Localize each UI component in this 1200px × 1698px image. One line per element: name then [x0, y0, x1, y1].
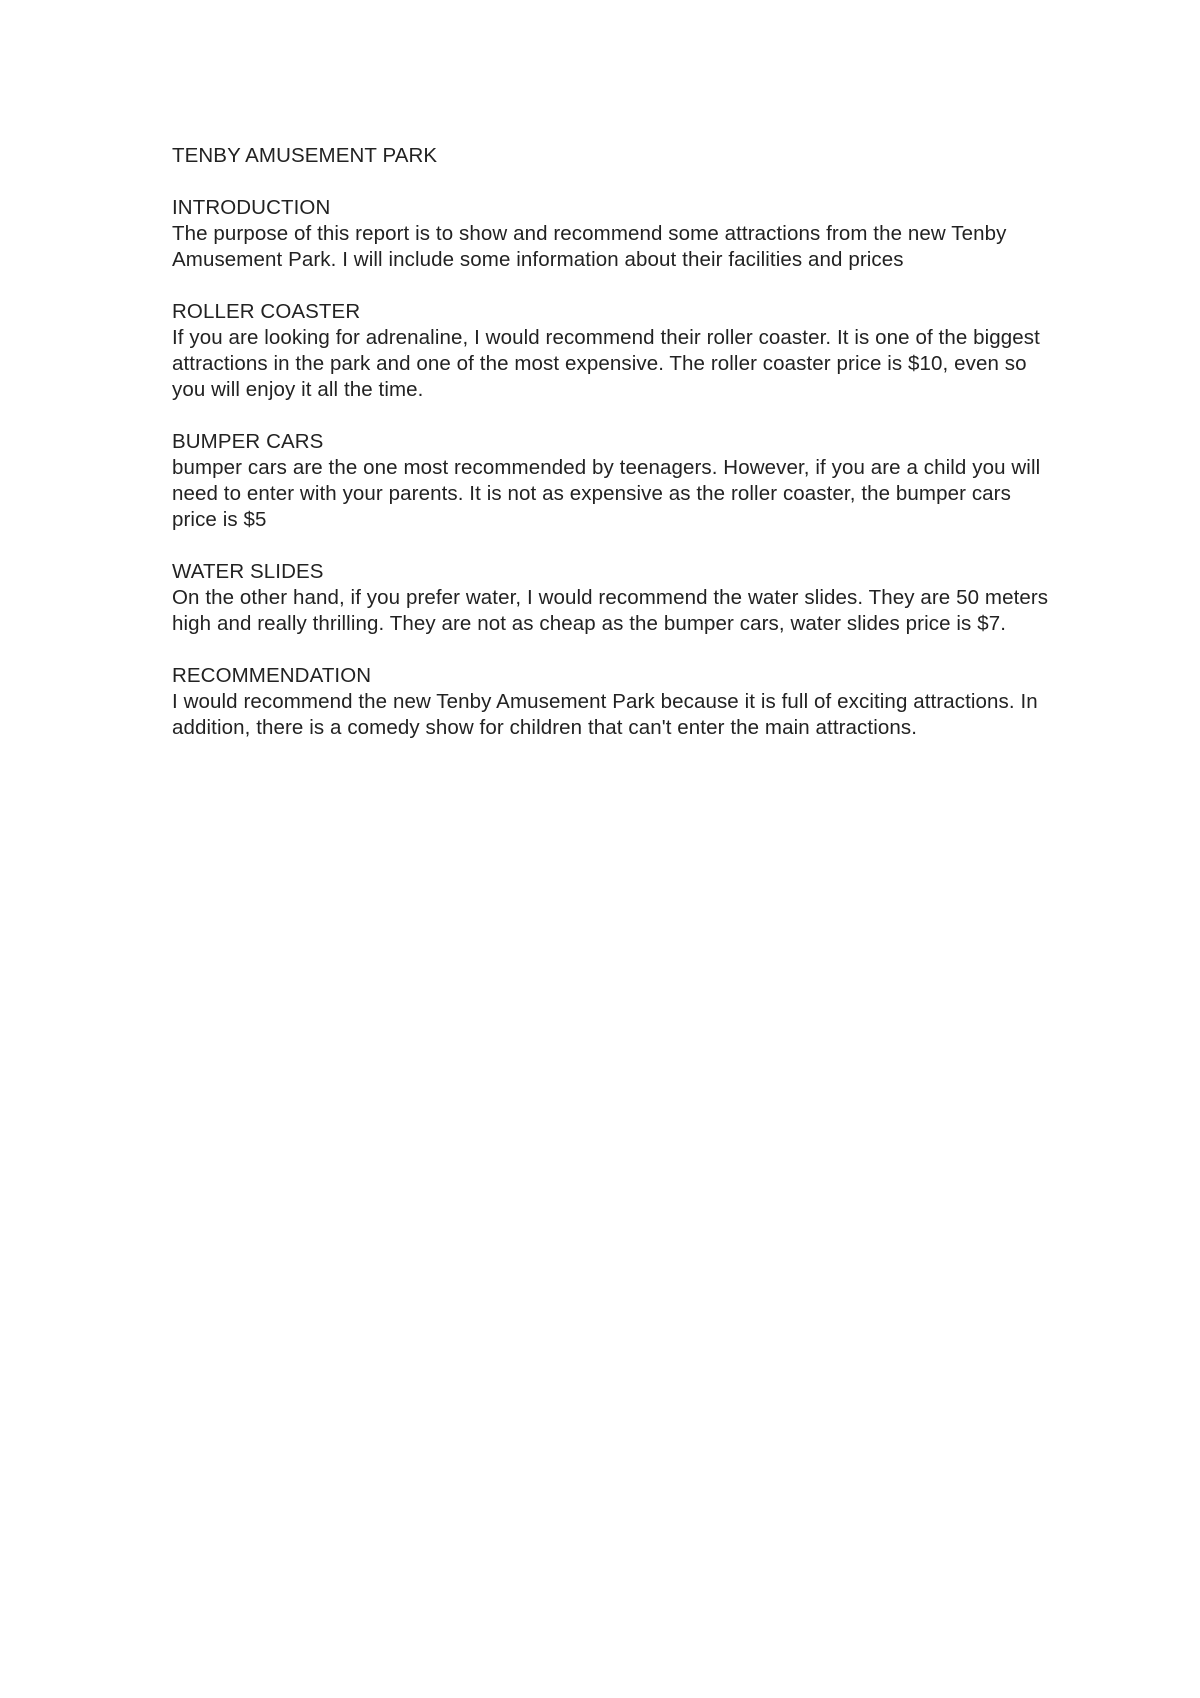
section-body: I would recommend the new Tenby Amusement Park because it is full of exciting attractions. In addition, there is a comedy show for children that can't enter the main attractions.	[172, 690, 1038, 739]
section-heading: RECOMMENDATION	[172, 664, 372, 687]
document-content	[172, 143, 1052, 767]
section-recommendation	[172, 663, 1052, 741]
section-heading: BUMPER CARS	[172, 430, 324, 453]
section-body: bumper cars are the one most recommended by teenagers. However, if you are a child you will need to enter with your parents. It is not as expensive as the roller coaster, the bumper cars price is $5	[172, 456, 1041, 531]
section-body: The purpose of this report is to show and recommend some attractions from the new Tenby Amusement Park. I will include some information about their facilities and prices	[172, 222, 1007, 271]
section-body: If you are looking for adrenaline, I would recommend their roller coaster. It is one of the biggest attractions in the park and one of the most expensive. The roller coaster price is $10, even so you will enjoy it all the time.	[172, 326, 1040, 401]
section-heading: ROLLER COASTER	[172, 300, 361, 323]
section-bumper-cars	[172, 429, 1052, 533]
document-title: TENBY AMUSEMENT PARK	[172, 144, 438, 167]
section-roller-coaster	[172, 299, 1052, 403]
section-heading: WATER SLIDES	[172, 560, 324, 583]
section-introduction	[172, 195, 1052, 273]
section-heading: INTRODUCTION	[172, 196, 331, 219]
section-water-slides	[172, 559, 1052, 637]
section-body: On the other hand, if you prefer water, I would recommend the water slides. They are 50 meters high and really thrilling. They are not as cheap as the bumper cars, water slides price is $7.	[172, 586, 1049, 635]
